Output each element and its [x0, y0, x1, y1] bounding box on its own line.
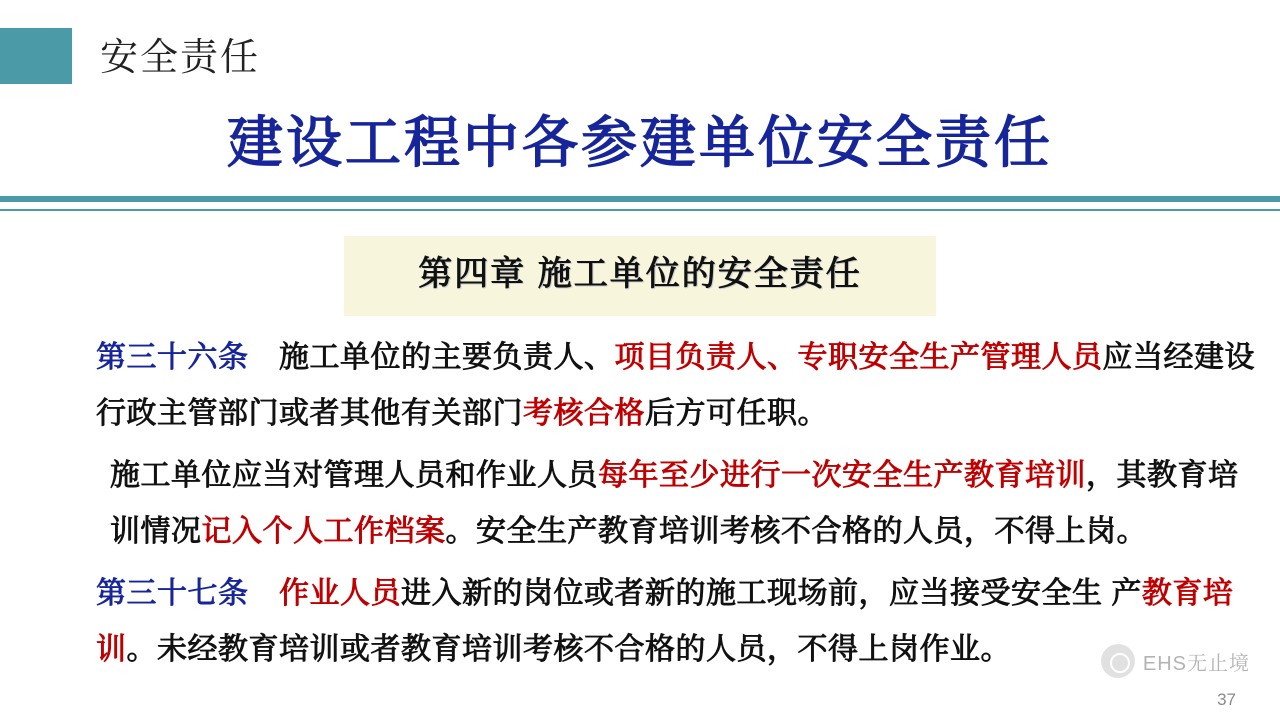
text-run: 。未经教育培训或者教育培训考核不合格的人员，不得上岗作业。 [126, 633, 1011, 666]
text-run: 每年至少进行一次安全生产教育培训 [598, 459, 1086, 492]
slide-body [24, 330, 1256, 684]
text-run: 应当经建设行政主管部门或者其他有关部门 [96, 341, 1255, 430]
text-run: 教育培训 [96, 577, 1234, 666]
text-run: 进入新的岗位或者新的施工现场前，应当接受安全生 产 [401, 577, 1142, 610]
text-run: 施工单位的主要负责人、 [248, 341, 615, 374]
watermark-logo-icon [1101, 644, 1135, 678]
text-run: 。安全生产教育培训考核不合格的人员，不得上岗。 [445, 515, 1147, 548]
text-run: 第三十七条 [96, 577, 249, 610]
watermark [1101, 644, 1250, 678]
page-title: 建设工程中各参建单位安全责任 [227, 111, 1053, 174]
text-run: 项目负责人、专职安全生产管理人员 [614, 341, 1103, 374]
kicker-label: 安全责任 [100, 37, 261, 79]
divider-thick [0, 196, 1280, 202]
text-run: 后方可任职。 [645, 397, 828, 430]
text-run: 考核合格 [523, 397, 645, 430]
page-number: 37 [1217, 690, 1236, 709]
paragraph-article-37 [24, 566, 1256, 678]
accent-bar [0, 28, 72, 84]
slide-header [0, 0, 1280, 200]
watermark-label: EHS无止境 [1142, 652, 1250, 675]
paragraph-article-36 [24, 330, 1256, 442]
divider-thin [0, 209, 1280, 211]
text-run: 记入个人工作档案 [201, 515, 446, 548]
text-run [249, 577, 280, 610]
text-run: 施工单位应当对管理人员和作业人员 [110, 459, 598, 492]
text-run: ，其教育培训情况 [110, 459, 1239, 548]
text-run: 作业人员 [279, 577, 401, 610]
chapter-title: 第四章 施工单位的安全责任 [418, 255, 862, 293]
paragraph-article-36-2 [24, 448, 1256, 560]
text-run: 第三十六条 [96, 341, 249, 374]
